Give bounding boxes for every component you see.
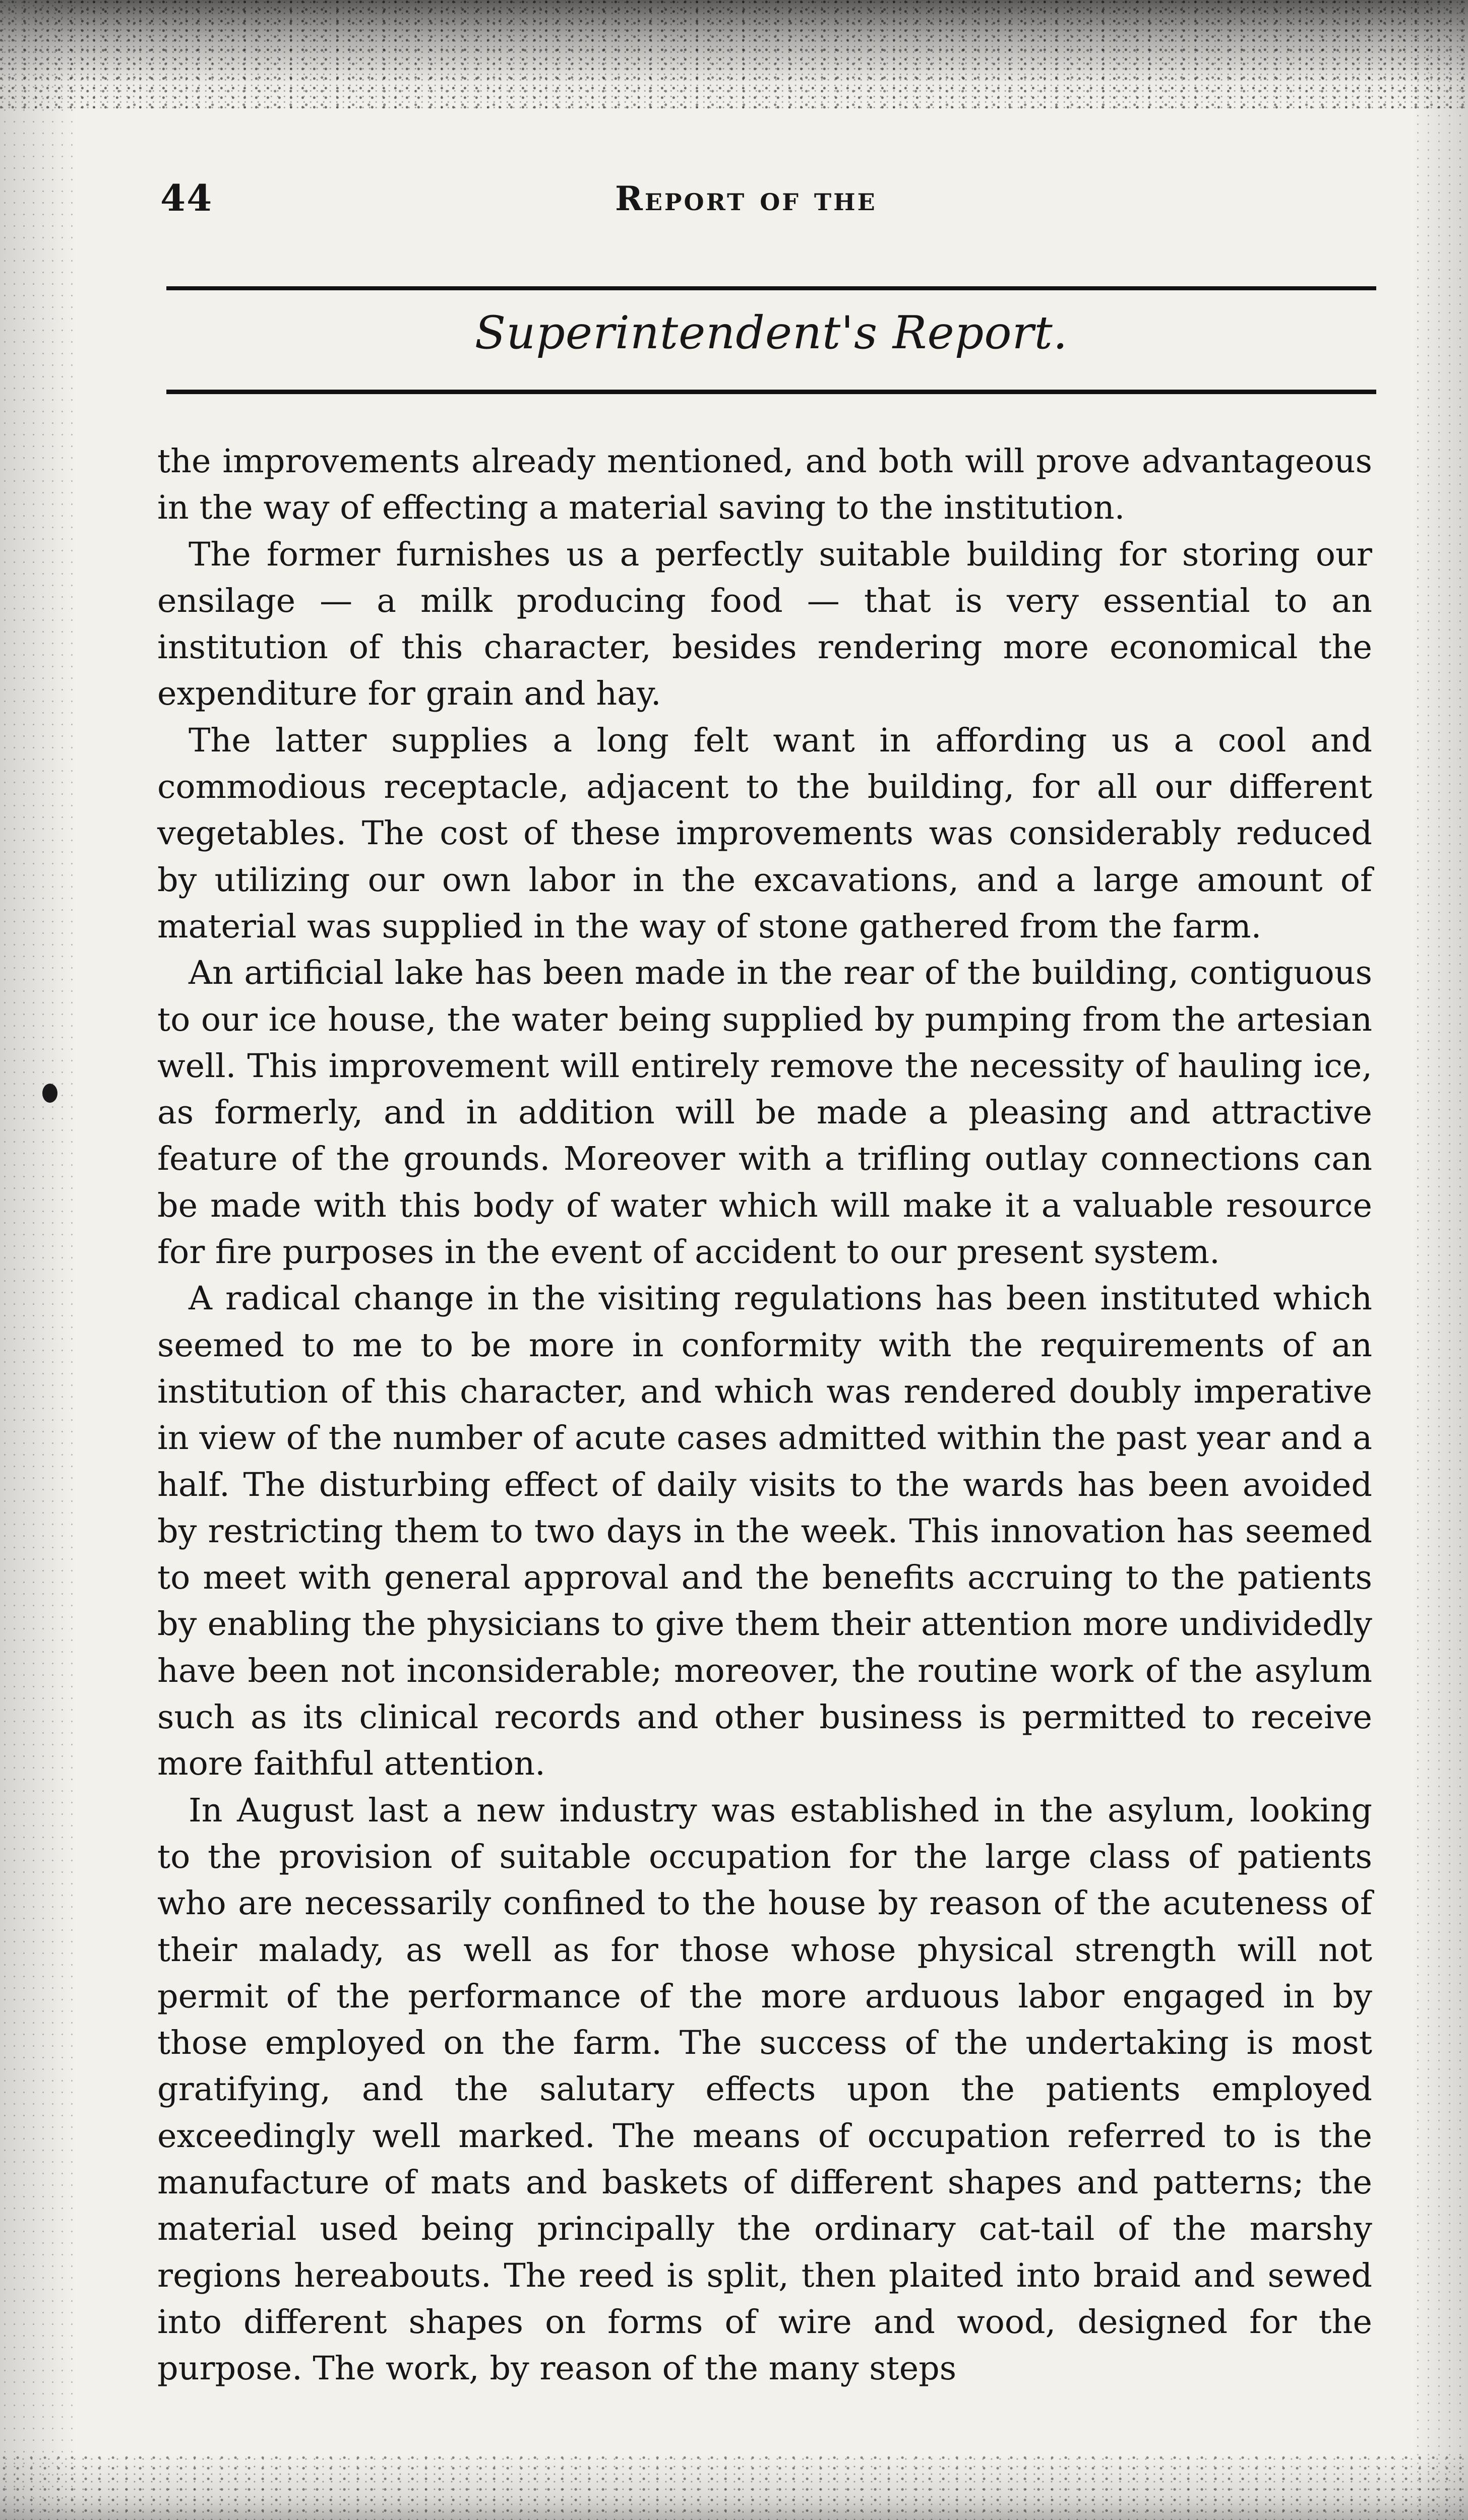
header-rule-top	[166, 286, 1376, 290]
paragraph-root-cellar: The latter supplies a long felt want in affording us a cool and commodious receptacle, adjacent to the building, for all our different vegetables. The cost of these improvements was considerably reduced by utilizing our own labor in the excavations, and a large amount of material was supplied in the way of stone gathered from the farm.	[157, 721, 1372, 946]
paragraph-new-industry: In August last a new industry was established in the asylum, looking to the provision of suitable occupation for the large class of patients who are necessarily confined to the house by reason of the acuteness of their malady, as well as for those whose physical strength will not permit of the performance of the more arduous labor engaged in by those employed on the farm. The success of the undertaking is most gratifying, and the salutary effects upon the patients employed exceedingly well marked. The means of occupation referred to is the manufacture of mats and baskets of different shapes and patterns; the material used being principally the ordinary cat-tail of the marshy regions hereabouts. The reed is split, then plaited into braid and sewed into different shapes on forms of wire and wood, designed for the purpose. The work, by reason of the many steps	[157, 1791, 1372, 2388]
page-number: 44	[160, 176, 213, 219]
body-text	[157, 438, 1372, 2392]
scan-edge-right	[1413, 0, 1468, 2520]
header-rule-bottom	[166, 390, 1376, 394]
section-title: Superintendent's Report.	[474, 306, 1068, 359]
paragraph-silo: The former furnishes us a perfectly suitable building for storing our ensilage — a milk producing food — that is very essential to an institution of this character, besides rendering more economical the expenditure for grain and hay.	[157, 535, 1372, 713]
paragraph-artificial-lake: An artificial lake has been made in the rear of the building, contiguous to our ice house, the water being supplied by pumping from the artesian well. This improvement will entirely remove the necessity of hauling ice, as formerly, and in addition will be made a pleasing and attractive feature of the grounds. Moreover with a trifling outlay connections can be made with this body of water which will make it a valuable resource for fire purposes in the event of accident to our present system.	[157, 954, 1372, 1272]
paragraph-visiting-regulations: A radical change in the visiting regulations has been instituted which seemed to me to be more in conformity with the requirements of an institution of this character, and which was rendered doubly imperative in view of the number of acute cases admitted within the past year and a half. The disturbing effect of daily visits to the wards has been avoided by restricting them to two days in the week. This innovation has seemed to meet with general approval and the benefits accruing to the patients by enabling the physicians to give them their attention more undividedly have been not inconsiderable; moreover, the routine work of the asylum such as its clinical records and other business is permitted to receive more faithful attention.	[157, 1280, 1372, 1783]
scan-edge-bottom	[0, 2454, 1468, 2520]
ink-blot	[42, 1084, 57, 1103]
paragraph-continued: the improvements already mentioned, and both will prove advantageous in the way of effecting a material saving to the institution.	[157, 443, 1372, 527]
scan-edge-left	[0, 0, 76, 2520]
scan-edge-top	[0, 0, 1468, 111]
running-title: Report of the	[615, 179, 877, 218]
